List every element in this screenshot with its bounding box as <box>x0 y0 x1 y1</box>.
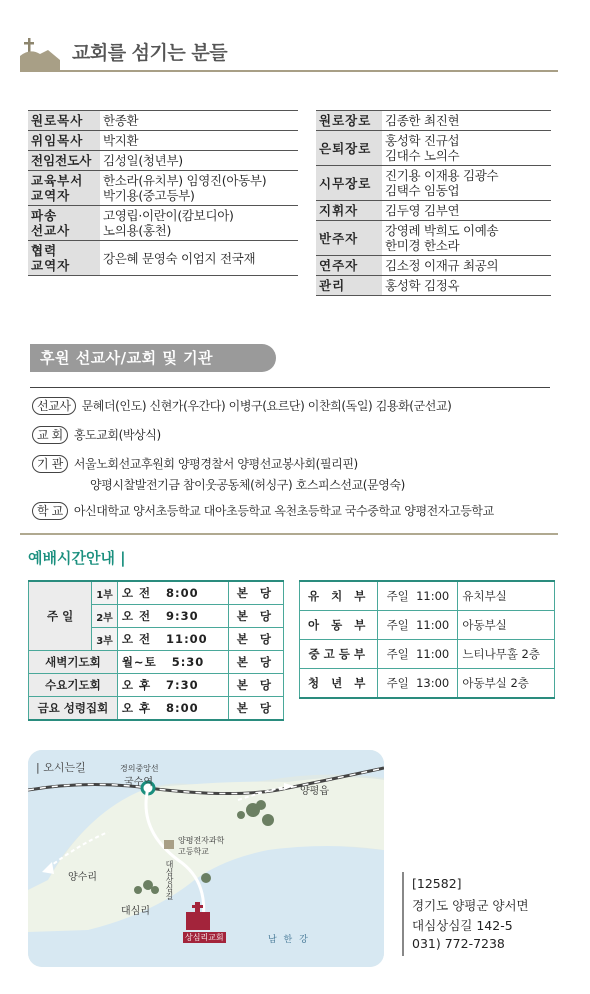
staff-label: 연주자 <box>316 256 382 276</box>
staff-value: 강영례 박희도 이예송 <box>385 223 499 238</box>
table-row <box>29 651 284 674</box>
service-place: 본 당 <box>228 581 283 605</box>
department-place: 아동부실 <box>458 611 555 640</box>
service-place: 본 당 <box>228 651 283 674</box>
staff-label-cell <box>28 241 100 276</box>
staff-value-cell <box>100 206 298 241</box>
support-tag: 선교사 <box>32 397 76 415</box>
staff-value: 강은혜 문영숙 이엄지 전국재 <box>100 241 298 276</box>
staff-value: 홍성학 김정옥 <box>382 276 551 296</box>
staff-value: 김두영 김부연 <box>382 201 551 221</box>
staff-label: 교역자 <box>31 258 71 273</box>
support-row-church <box>32 426 161 444</box>
staff-row <box>316 131 551 166</box>
staff-value: 노의용(홍천) <box>103 223 172 238</box>
staff-label: 지휘자 <box>316 201 382 221</box>
support-text: 아신대학교 양서초등학교 대아초등학교 옥천초등학교 국수중학교 양평전자고등학교 <box>73 504 494 518</box>
table-row <box>300 581 555 611</box>
department-name: 청 년 부 <box>300 669 378 699</box>
department-place: 아동부실 2층 <box>458 669 555 699</box>
support-text: 서울노회선교후원회 양평경찰서 양평선교봉사회(필리핀) <box>73 457 358 471</box>
support-row-school <box>32 502 494 520</box>
map-yangsu-label: 양수리 <box>68 872 97 883</box>
service-place: 본 당 <box>228 697 283 721</box>
staff-value: 홍성학 진규섭 <box>385 133 460 148</box>
department-place: 느티나무홀 2층 <box>458 640 555 669</box>
staff-value-cell <box>382 221 551 256</box>
staff-label: 협력 <box>31 243 58 258</box>
department-time: 주일 11:00 <box>378 611 458 640</box>
table-row <box>300 611 555 640</box>
staff-label: 파송 <box>31 208 58 223</box>
map-line-label: 경의중앙선 <box>120 764 159 773</box>
staff-row <box>316 256 551 276</box>
staff-label: 은퇴장로 <box>316 131 382 166</box>
support-tag: 학 교 <box>32 502 68 520</box>
staff-value: 박기용(중고등부) <box>103 188 195 203</box>
support-section-title: 후원 선교사/교회 및 기관 <box>30 344 276 372</box>
staff-value: 김택수 임동업 <box>385 183 460 198</box>
staff-label: 원로장로 <box>316 111 382 131</box>
staff-value-cell <box>382 131 551 166</box>
directions-map[interactable] <box>28 750 384 967</box>
map-school-label: 양평전자과학 고등학교 <box>178 836 225 856</box>
staff-value: 진기용 이재용 김광수 <box>385 168 499 183</box>
table-row <box>29 674 284 697</box>
service-time: 오 후 7:30 <box>117 674 228 697</box>
service-time: 오 전 11:00 <box>117 628 228 651</box>
staff-row <box>316 276 551 296</box>
cross-church-icon <box>20 30 60 70</box>
staff-label: 시무장로 <box>316 166 382 201</box>
staff-row <box>316 221 551 256</box>
service-part: 3부 <box>92 628 118 651</box>
staff-value: 한미경 한소라 <box>385 238 460 253</box>
department-place: 유치부실 <box>458 581 555 611</box>
staff-label: 원로목사 <box>28 111 100 131</box>
support-tag: 교 회 <box>32 426 68 444</box>
service-time: 오 전 9:30 <box>117 605 228 628</box>
staff-table-left <box>28 110 298 276</box>
service-time: 월~토 5:30 <box>117 651 228 674</box>
service-time: 오 후 8:00 <box>117 697 228 721</box>
staff-value: 김성일(청년부) <box>100 151 298 171</box>
service-time: 오 전 8:00 <box>117 581 228 605</box>
staff-label-cell <box>28 171 100 206</box>
support-text: 양평시찰발전기금 참이웃공동체(허싱구) 호스피스선교(문영숙) <box>90 478 405 492</box>
staff-value-cell <box>382 166 551 201</box>
service-name: 주 일 <box>29 581 92 651</box>
map-road-label: 대심상심길 <box>165 860 174 900</box>
staff-row <box>316 201 551 221</box>
service-place: 본 당 <box>228 674 283 697</box>
staff-row <box>28 171 298 206</box>
staff-value: 김종한 최진현 <box>382 111 551 131</box>
table-row <box>29 581 284 605</box>
map-title: | 오시는길 <box>36 761 86 774</box>
map-church-label: 상심리교회 <box>185 933 224 942</box>
staff-label: 관리 <box>316 276 382 296</box>
address-line1: 경기도 양평군 양서면 <box>412 898 529 913</box>
service-part: 2부 <box>92 605 118 628</box>
support-tag: 기 관 <box>32 455 68 473</box>
service-name: 수요기도회 <box>29 674 118 697</box>
staff-value: 한종환 <box>100 111 298 131</box>
worship-title: 예배시간안내 | <box>28 549 126 567</box>
staff-row <box>28 241 298 276</box>
department-name: 유 치 부 <box>300 581 378 611</box>
support-text: 문혜더(인도) 신현가(우간다) 이병구(요르단) 이찬희(독일) 김용화(군선교) <box>81 399 452 413</box>
staff-row <box>28 206 298 241</box>
address-zip: [12582] <box>412 876 462 891</box>
section-divider <box>20 533 558 535</box>
service-name: 금요 성령집회 <box>29 697 118 721</box>
staff-row <box>316 111 551 131</box>
staff-value: 김대수 노의수 <box>385 148 460 163</box>
staff-label: 위임목사 <box>28 131 100 151</box>
staff-row <box>28 111 298 131</box>
header-divider <box>20 70 558 72</box>
department-name: 아 동 부 <box>300 611 378 640</box>
table-row <box>29 697 284 721</box>
department-time: 주일 13:00 <box>378 669 458 699</box>
staff-value: 박지환 <box>100 131 298 151</box>
table-row <box>300 669 555 699</box>
staff-row <box>28 151 298 171</box>
address-phone: 031) 772-7238 <box>412 936 505 951</box>
support-divider <box>30 387 550 388</box>
support-row-organization <box>32 455 358 473</box>
page-title: 교회를 섬기는 분들 <box>72 42 228 64</box>
service-part: 1부 <box>92 581 118 605</box>
staff-label: 교역자 <box>31 188 71 203</box>
service-name: 새벽기도회 <box>29 651 118 674</box>
service-place: 본 당 <box>228 605 283 628</box>
staff-value-cell <box>100 171 298 206</box>
table-row <box>300 640 555 669</box>
staff-label: 전임전도사 <box>28 151 100 171</box>
worship-table-education <box>299 580 555 699</box>
map-station-label: 국수역 <box>124 777 153 788</box>
support-text: 홍도교회(박상식) <box>73 428 161 442</box>
staff-label: 선교사 <box>31 223 71 238</box>
address-line2: 대심상심길 142-5 <box>412 918 513 933</box>
map-river-label: 남 한 강 <box>268 935 310 945</box>
staff-table-right <box>316 110 551 296</box>
address-bar <box>402 872 404 956</box>
department-time: 주일 11:00 <box>378 581 458 611</box>
service-place: 본 당 <box>228 628 283 651</box>
staff-value: 김소정 이재규 최공의 <box>382 256 551 276</box>
map-yangpyeong-label: 양평읍 <box>300 786 329 797</box>
support-row-missionary <box>32 397 451 415</box>
staff-label: 교육부서 <box>31 173 84 188</box>
staff-label: 반주자 <box>316 221 382 256</box>
staff-value: 한소라(유치부) 임영진(아동부) <box>103 173 267 188</box>
staff-value: 고영립·이란이(캄보디아) <box>103 208 234 223</box>
staff-label-cell <box>28 206 100 241</box>
department-name: 중고등부 <box>300 640 378 669</box>
department-time: 주일 11:00 <box>378 640 458 669</box>
map-daesim-label: 대심리 <box>121 906 150 917</box>
worship-table-main <box>28 580 284 721</box>
staff-row <box>28 131 298 151</box>
staff-row <box>316 166 551 201</box>
